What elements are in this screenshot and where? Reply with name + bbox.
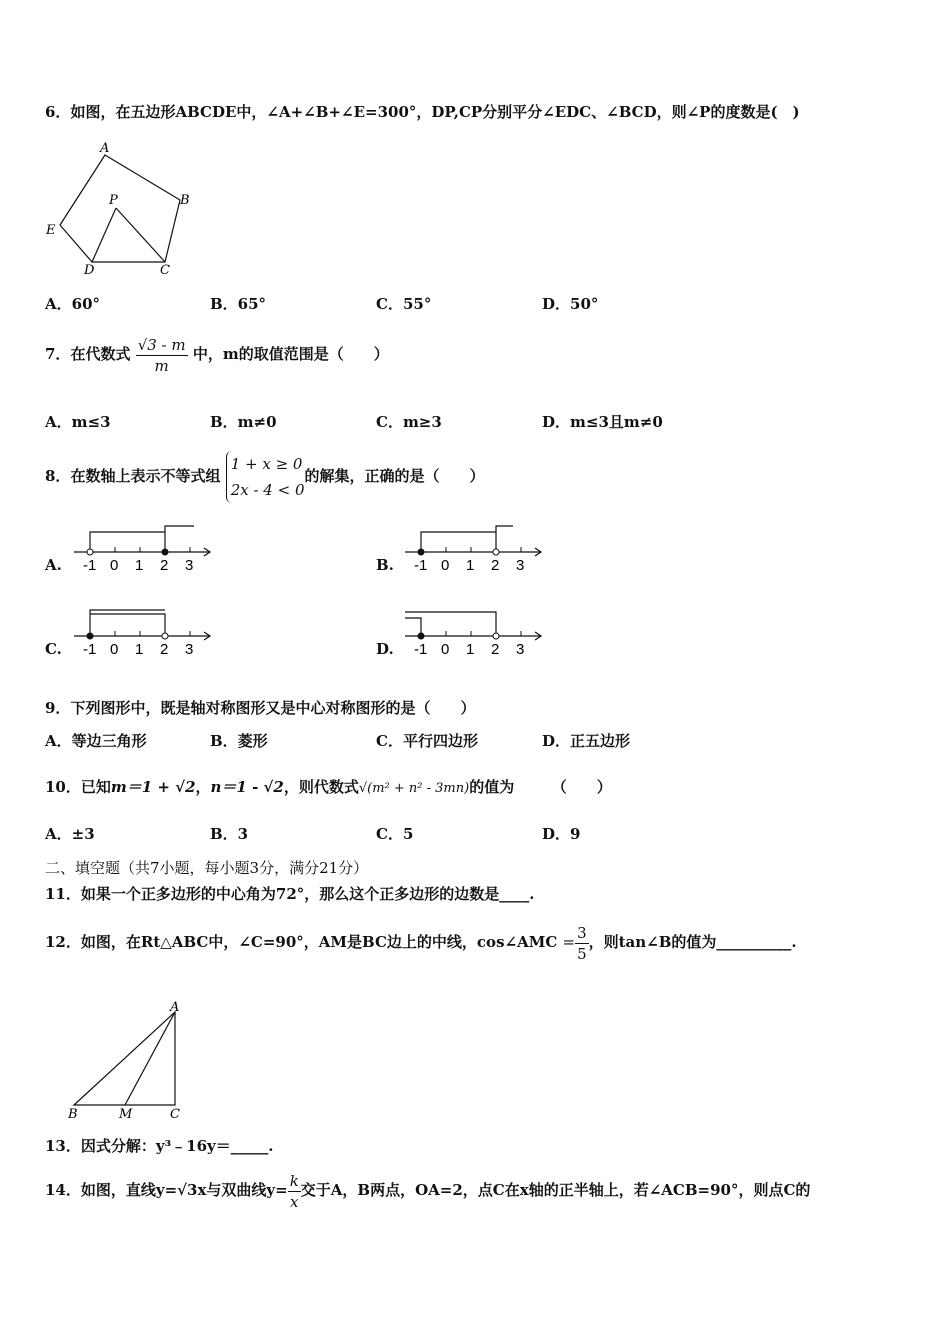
- median-AM: [125, 1012, 175, 1105]
- q11-stem: [45, 884, 534, 904]
- svg-text:1: 1: [135, 557, 144, 574]
- q12-label-M: M: [119, 1107, 133, 1122]
- q6-option-c[interactable]: C．55°: [376, 295, 432, 313]
- svg-text:3: 3: [516, 641, 525, 658]
- q14-frac-den: x: [290, 1192, 299, 1211]
- q14-number: 14．: [45, 1181, 81, 1199]
- q14-stem: [45, 1168, 810, 1212]
- q10-stem: 10．已知m＝1 + √2，n＝1 - √2，则代数式√(m² + n² - 3mn)的值为 （ ）: [45, 778, 612, 796]
- q11-number: 11．: [45, 885, 81, 903]
- q7-number: 7．: [45, 345, 71, 363]
- q6-label-A: A: [100, 141, 110, 156]
- q8-option-a-letter[interactable]: A.: [45, 556, 62, 574]
- q6-option-a[interactable]: A．60°: [45, 295, 101, 313]
- q12-triangle-figure: [62, 1000, 192, 1125]
- svg-text:-1: -1: [83, 641, 97, 658]
- q8-numberline-c[interactable]: [72, 608, 217, 660]
- q13-stem: [45, 1136, 273, 1156]
- svg-text:2: 2: [160, 641, 169, 658]
- q6-label-C: C: [160, 263, 170, 278]
- q12-label-C: C: [170, 1107, 180, 1122]
- q9-stem: [45, 698, 475, 718]
- svg-text:1: 1: [466, 641, 475, 658]
- q14-post: 交于A，B两点，OA=2，点C在x轴的正半轴上，若∠ACB=90°，则点C的: [300, 1181, 811, 1199]
- q7-option-a[interactable]: A．m≤3: [45, 413, 111, 431]
- svg-text:1: 1: [135, 641, 144, 658]
- svg-text:3: 3: [516, 557, 525, 574]
- q10-pre: 已知: [80, 778, 111, 796]
- q9-option-c[interactable]: C．平行四边形: [376, 732, 478, 750]
- svg-text:0: 0: [110, 557, 119, 574]
- q7-stem: [45, 332, 389, 376]
- q7-fraction: [136, 335, 188, 376]
- q8-pre: 在数轴上表示不等式组: [70, 467, 221, 485]
- q9-number: 9．: [45, 699, 71, 717]
- q9-option-b[interactable]: B．菱形: [210, 732, 268, 750]
- q10-mid: ，则代数式: [283, 778, 359, 796]
- q8-numberline-d[interactable]: [403, 608, 548, 660]
- q6-label-D: D: [84, 263, 95, 278]
- svg-text:-1: -1: [83, 557, 97, 574]
- q9-option-a[interactable]: A．等边三角形: [45, 732, 147, 750]
- q7-option-b[interactable]: B．m≠0: [210, 413, 277, 431]
- q8-numberline-b[interactable]: [403, 524, 548, 576]
- svg-text:2: 2: [491, 641, 500, 658]
- q8-option-b-letter[interactable]: B.: [376, 556, 394, 574]
- q13-number: 13．: [45, 1137, 81, 1155]
- q12-stem: [45, 920, 797, 964]
- q14-pre: 如图，直线y=√3x与双曲线y=: [80, 1181, 288, 1199]
- q12-fraction: [575, 923, 589, 964]
- q8-system: [226, 451, 305, 503]
- q6-text: 如图，在五边形ABCDE中，∠A+∠B+∠E=300°，DP,CP分别平分∠EDC、∠BCD，则∠P的度数是( ): [70, 103, 800, 121]
- q10-number: 10．: [45, 778, 81, 796]
- q6-option-b[interactable]: B．65°: [210, 295, 267, 313]
- q7-post: 中，m的取值范围是（ ）: [192, 345, 389, 363]
- q10-post: 的值为 （ ）: [469, 778, 612, 796]
- q8-number: 8．: [45, 467, 71, 485]
- q10-option-d[interactable]: D．9: [542, 825, 581, 843]
- q6-pentagon-figure: [40, 140, 200, 280]
- svg-text:-1: -1: [414, 641, 428, 658]
- q8-ineq-2: 2x - 4 < 0: [230, 481, 305, 499]
- q12-frac-den: 5: [577, 944, 587, 963]
- q8-stem: [45, 446, 485, 506]
- svg-text:3: 3: [185, 557, 194, 574]
- q6-stem: [45, 102, 800, 122]
- section-2-heading: 二、填空题（共7小题，每小题3分，满分21分）: [45, 859, 369, 877]
- q12-frac-num: 3: [577, 923, 587, 942]
- q12-pre: 如图，在Rt△ABC中，∠C=90°，AM是BC边上的中线，cos∠AMC: [80, 933, 558, 951]
- q10-option-a[interactable]: A．±3: [45, 825, 95, 843]
- q10-option-c[interactable]: C．5: [376, 825, 414, 843]
- q8-post: 的解集，正确的是（ ）: [304, 467, 485, 485]
- q7-pre: 在代数式: [70, 345, 131, 363]
- q12-post: ，则tan∠B的值为__________.: [588, 933, 797, 951]
- q12-label-B: B: [68, 1107, 78, 1122]
- svg-text:3: 3: [185, 641, 194, 658]
- q8-numberline-a[interactable]: [72, 524, 217, 576]
- svg-text:-1: -1: [414, 557, 428, 574]
- q10-option-b[interactable]: B．3: [210, 825, 249, 843]
- svg-text:1: 1: [466, 557, 475, 574]
- q6-label-P: P: [109, 193, 118, 208]
- q7-option-d[interactable]: D．m≤3且m≠0: [542, 413, 663, 431]
- q8-option-d-letter[interactable]: D.: [376, 640, 394, 658]
- q9-option-d[interactable]: D．正五边形: [542, 732, 631, 750]
- q6-label-E: E: [46, 223, 56, 238]
- q7-frac-num: √3 - m: [137, 335, 186, 354]
- q6-label-B: B: [180, 193, 190, 208]
- segment-DP: [92, 208, 116, 262]
- q7-option-c[interactable]: C．m≥3: [376, 413, 442, 431]
- q12-equals: =: [562, 933, 576, 951]
- q10-n-expr: n＝1 - √2: [210, 778, 284, 796]
- q8-ineq-1: 1 + x ≥ 0: [230, 455, 303, 473]
- svg-text:0: 0: [110, 641, 119, 658]
- q8-option-c-letter[interactable]: C.: [45, 640, 62, 658]
- q14-frac-num: k: [289, 1171, 299, 1190]
- segment-CP: [116, 208, 165, 262]
- q14-fraction: [288, 1171, 301, 1212]
- q12-number: 12．: [45, 933, 81, 951]
- q6-option-d[interactable]: D．50°: [542, 295, 599, 313]
- q6-number: 6．: [45, 103, 71, 121]
- q12-label-A: A: [170, 1000, 180, 1015]
- q10-radical: √(m² + n² - 3mn): [358, 781, 470, 796]
- triangle-ABC: [74, 1012, 175, 1105]
- q7-frac-den: m: [154, 356, 169, 375]
- svg-text:0: 0: [441, 557, 450, 574]
- svg-text:2: 2: [491, 557, 500, 574]
- svg-text:0: 0: [441, 641, 450, 658]
- svg-text:2: 2: [160, 557, 169, 574]
- q9-text: 下列图形中，既是轴对称图形又是中心对称图形的是（ ）: [70, 699, 476, 717]
- q11-text: 如果一个正多边形的中心角为72°，那么这个正多边形的边数是____.: [80, 885, 535, 903]
- q10-m-expr: m＝1 + √2: [110, 778, 196, 796]
- q13-text: 因式分解：y³﹣16y＝_____.: [80, 1137, 274, 1155]
- pentagon-outline: [60, 155, 180, 262]
